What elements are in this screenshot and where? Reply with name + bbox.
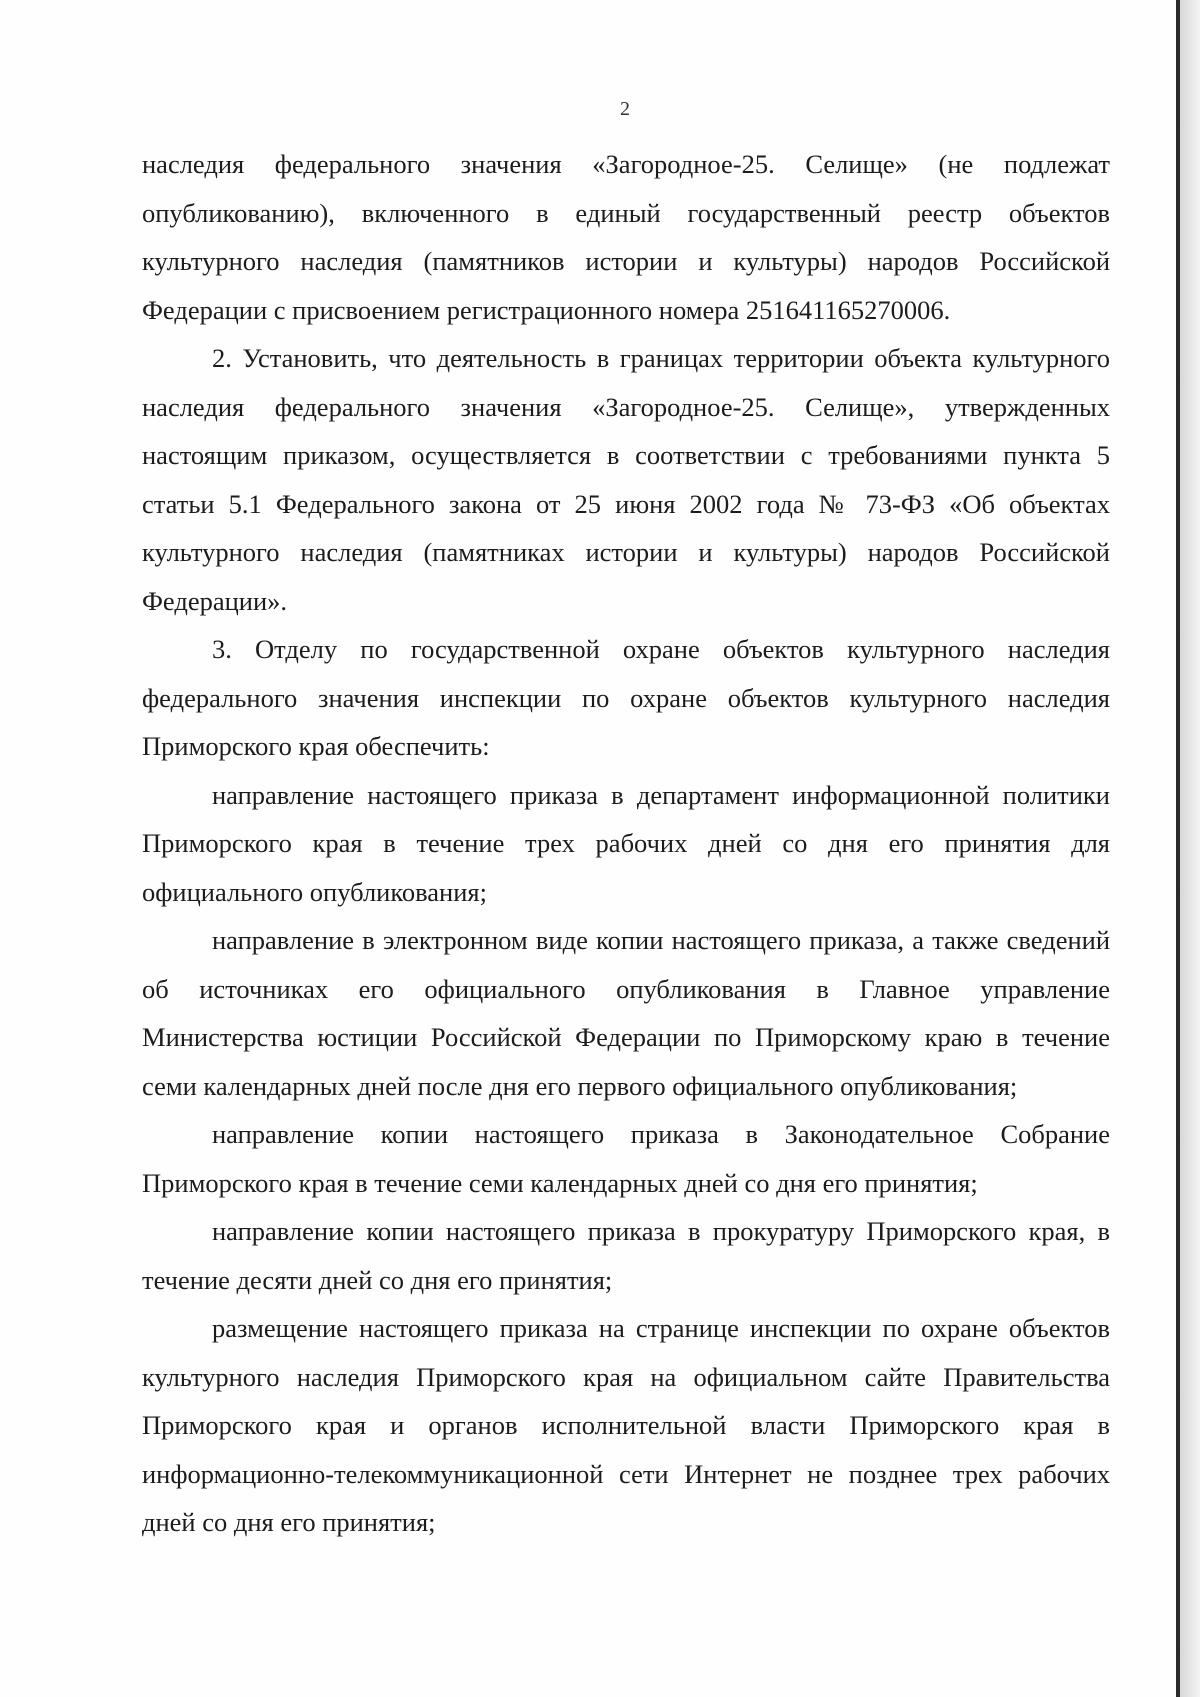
subitem-prosecutor: направление копии настоящего приказа в прокуратуру Приморского края, в течение десяти дней со дня его принятия; (142, 1216, 1110, 1295)
subitem-publication: направление настоящего приказа в департамент информационной политики Приморского края в течение трех рабочих дней со дня его принятия для официального опубликования; (142, 779, 1110, 907)
document-body (142, 140, 1110, 1547)
subitem-legislative-assembly: направление копии настоящего приказа в Законодательное Собрание Приморского края в течение семи календарных дней со дня его принятия; (142, 1119, 1110, 1198)
subitem-website: размещение настоящего приказа на странице инспекции по охране объектов культурного наследия Приморского края на официальном сайте Правительства Приморского края и органов исполнительной власти Приморского края в информационно-телекоммуникационной сети Интернет не позднее трех рабочих дней со дня его принятия; (142, 1313, 1110, 1537)
paragraph-item-3: 3. Отделу по государственной охране объектов культурного наследия федерального значения инспекции по охране объектов культурного наследия Приморского края обеспечить: (142, 634, 1110, 761)
subitem-ministry-justice: направление в электронном виде копии настоящего приказа, а также сведений об источниках его официального опубликования в Главное управление Министерства юстиции Российской Федерации по Приморскому краю в течение семи календарных дней после дня его первого официального опубликования; (142, 925, 1110, 1101)
paragraph-continuation: наследия федерального значения «Загородное-25. Селище» (не подлежат опубликованию), включенного в единый государственный реестр объектов культурного наследия (памятников истории и культуры) народов Российской Федерации с присвоением регистрационного номера 251641165270006. (142, 149, 1110, 325)
paragraph-item-2: 2. Установить, что деятельность в границах территории объекта культурного наследия федерального значения «Загородное-25. Селище», утвержденных настоящим приказом, осуществляется в соответствии с требованиями пункта 5 статьи 5.1 Федерального закона от 25 июня 2002 года № 73-ФЗ «Об объектах культурного наследия (памятниках истории и культуры) народов Российской Федерации». (142, 343, 1110, 616)
page-number: 2 (620, 98, 630, 120)
scan-edge-shadow (1180, 0, 1200, 1697)
